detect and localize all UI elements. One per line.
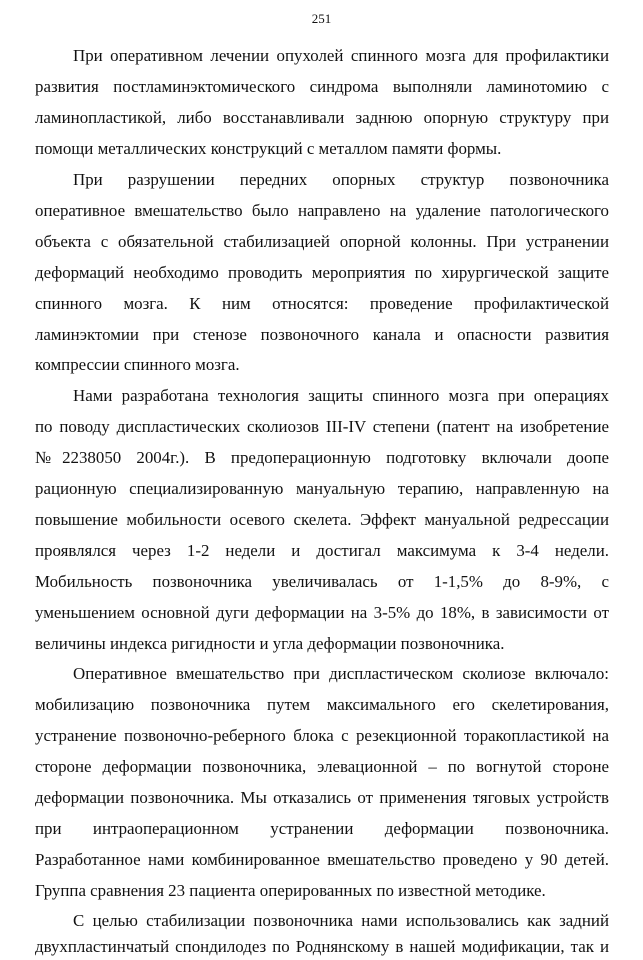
page-number: 251 — [311, 11, 332, 26]
text-line: №2238050 2004г.). В предоперационную подготовку включали доопе — [35, 448, 609, 467]
text-line: деформации позвоночника. Мы отказались от применения тяговых устройств — [35, 788, 609, 807]
text-line: Нами разработана технология защиты спинного мозга при операциях — [73, 386, 609, 405]
text-line: При оперативном лечении опухолей спинного мозга для профилактики — [73, 46, 609, 65]
text-line: при интраоперационном устранении деформации позвоночника. — [35, 819, 609, 838]
text-line: повышение мобильности осевого скелета. Эффект мануальной редрессации — [35, 510, 609, 529]
text-line: уменьшением основной дуги деформации на 3-5% до 18%, в зависимости от — [35, 603, 609, 622]
text-line: Мобильность позвоночника увеличивалась от 1-1,5% до 8-9%, с — [35, 572, 609, 591]
text-line: деформаций необходимо проводить мероприятия по хирургической защите — [35, 263, 609, 282]
text-line: Группа сравнения 23 пациента оперированных по известной методике. — [35, 881, 546, 900]
text-line: мобилизацию позвоночника путем максимального его скелетирования, — [35, 695, 609, 714]
text-line: развития постламинэктомического синдрома выполняли ламинотомию с — [35, 77, 609, 96]
text-line: стороне деформации позвоночника, элевационной – по вогнутой стороне — [35, 757, 609, 776]
text-line: При разрушении передних опорных структур позвоночника — [73, 170, 609, 189]
text-line: Оперативное вмешательство при диспластическом сколиозе включало: — [73, 664, 609, 683]
text-line: по поводу диспластических сколиозов III-IV степени (патент на изобретение — [35, 417, 609, 436]
text-line: величины индекса ригидности и угла деформации позвоночника. — [35, 634, 505, 653]
text-line: ламинэктомии при стенозе позвоночного канала и опасности развития — [35, 325, 609, 344]
text-line: ламинопластикой, либо восстанавливали заднюю опорную структуру при — [35, 108, 609, 127]
text-line: устранение позвоночно-реберного блока с резекционной торакопластикой на — [35, 726, 609, 745]
text-line: компрессии спинного мозга. — [35, 355, 240, 374]
text-line: С целью стабилизации позвоночника нами использовались как задний — [73, 911, 609, 930]
text-line: рационную специализированную мануальную терапию, направленную на — [35, 479, 609, 498]
text-line: проявлялся через 1-2 недели и достигал максимума к 3-4 недели. — [35, 541, 609, 560]
text-line: помощи металлических конструкций с металлом памяти формы. — [35, 139, 502, 158]
text-line: спинного мозга. К ним относятся: проведение профилактической — [35, 294, 609, 313]
text-line: двухпластинчатый спондилодез по Роднянскому в нашей модификации, так и — [35, 937, 609, 956]
text-line: Разработанное нами комбинированное вмешательство проведено у 90 детей. — [35, 850, 609, 869]
text-line: объекта с обязательной стабилизацией опорной колонны. При устранении — [35, 232, 609, 251]
text-line: оперативное вмешательство было направлено на удаление патологического — [35, 201, 609, 220]
